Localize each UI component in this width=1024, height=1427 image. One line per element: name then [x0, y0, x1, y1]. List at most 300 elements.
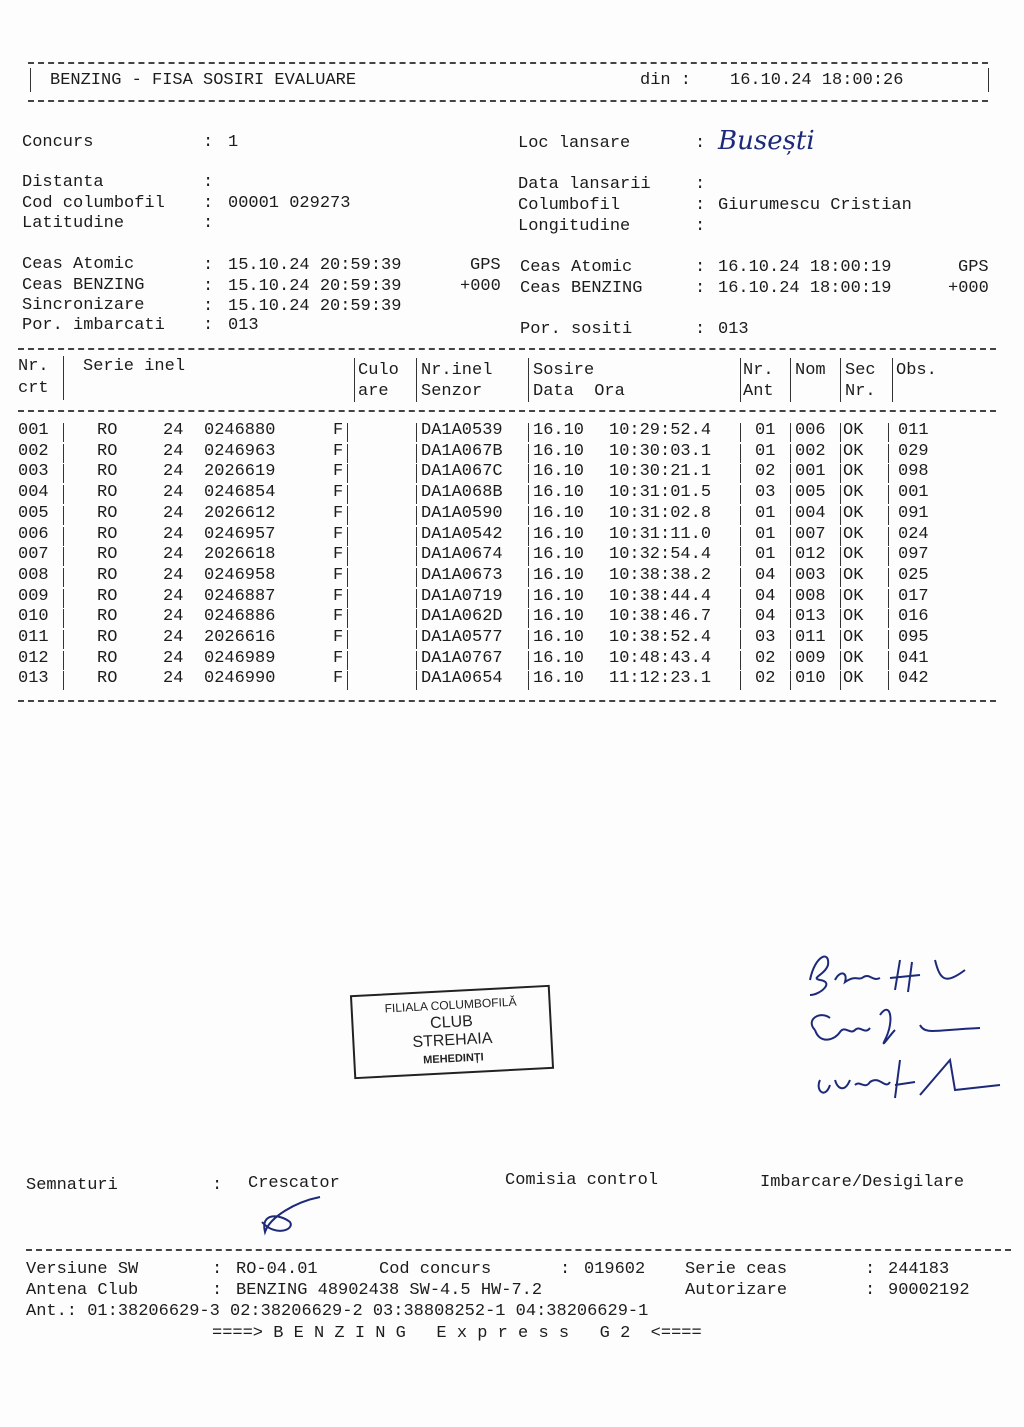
cell-inel: 0246989 [204, 648, 276, 668]
cell-an: 24 [163, 586, 184, 606]
divider [740, 464, 741, 483]
cell-senzor: DA1A0767 [421, 648, 503, 668]
divider [888, 547, 889, 566]
ceas-benzing-label: Ceas BENZING [520, 279, 643, 298]
cell-an: 24 [163, 628, 184, 647]
cell-nom: 011 [795, 628, 826, 647]
cell-an: 24 [163, 524, 184, 544]
colon: : [203, 277, 214, 296]
cell-nom: 010 [795, 669, 826, 689]
divider [740, 671, 741, 690]
cell-an: 24 [163, 441, 184, 461]
cell-sex: F [333, 545, 344, 565]
stamp-line: MEHEDINȚI [422, 1051, 484, 1067]
columbofil-value: Giurumescu Cristian [718, 196, 912, 215]
ceas-benzing-end: 16.10.24 18:00:19 [718, 279, 892, 298]
ceas-benzing-start-offset: +000 [460, 277, 501, 296]
cell-ant: 04 [755, 607, 776, 627]
divider [790, 506, 791, 525]
th-sec: Sec [845, 361, 876, 380]
divider [740, 423, 741, 442]
divider [790, 589, 791, 608]
cell-nom: 001 [795, 462, 826, 482]
ceas-atomic-end: 16.10.24 18:00:19 [718, 258, 892, 277]
divider [840, 423, 841, 442]
cell-ant: 01 [755, 545, 776, 565]
divider [888, 506, 889, 525]
club-stamp [350, 985, 554, 1079]
por-sositi-label: Por. sositi [520, 320, 633, 339]
colon: : [865, 1260, 876, 1279]
divider [790, 630, 791, 649]
cell-tara: RO [97, 565, 118, 585]
divider [740, 547, 741, 566]
divider [347, 485, 348, 504]
cell-sec: OK [843, 483, 864, 503]
divider [840, 568, 841, 587]
divider [790, 464, 791, 483]
colon: : [560, 1260, 571, 1279]
cell-ora: 10:31:01.5 [609, 483, 712, 503]
divider [63, 547, 64, 566]
divider [347, 506, 348, 525]
autorizare-label: Autorizare [685, 1281, 788, 1300]
cell-obs: 001 [898, 483, 929, 503]
cell-ant: 01 [755, 524, 776, 544]
divider [416, 444, 417, 463]
divider [840, 589, 841, 608]
cell-ora: 10:31:11.0 [609, 524, 712, 544]
divider [888, 464, 889, 483]
sincronizare-label: Sincronizare [22, 296, 145, 315]
por-sositi-value: 013 [718, 320, 749, 339]
cell-sex: F [333, 607, 344, 627]
colon: : [203, 316, 214, 335]
cell-nr: 012 [18, 648, 49, 668]
cell-tara: RO [97, 441, 118, 461]
cell-senzor: DA1A068B [421, 483, 503, 503]
cell-nom: 012 [795, 545, 826, 565]
cell-inel: 0246886 [204, 607, 276, 627]
divider [347, 423, 348, 442]
cell-tara: RO [97, 524, 118, 544]
din-label: din : [640, 71, 692, 90]
cell-inel: 0246887 [204, 586, 276, 606]
por-imbarcati-value: 013 [228, 316, 259, 335]
cell-ora: 10:38:38.2 [609, 565, 712, 585]
cell-ora: 10:29:52.4 [609, 421, 712, 440]
cell-an: 24 [163, 545, 184, 565]
loc-lansare-handwritten: Busești [718, 126, 815, 156]
cell-ora: 10:30:21.1 [609, 462, 712, 482]
cell-ant: 01 [755, 441, 776, 461]
colon: : [865, 1281, 876, 1300]
crescator-label: Crescator [248, 1174, 340, 1193]
antena-value: BENZING 48902438 SW-4.5 HW-7.2 [236, 1281, 543, 1300]
divider [528, 444, 529, 463]
divider [790, 671, 791, 690]
cell-ora: 10:38:46.7 [609, 607, 712, 627]
cell-nom: 013 [795, 607, 826, 627]
cell-sec: OK [843, 524, 864, 544]
cell-sex: F [333, 462, 344, 482]
cell-nr: 005 [18, 503, 49, 523]
divider [888, 423, 889, 442]
cell-senzor: DA1A0673 [421, 565, 503, 585]
cell-data: 16.10 [533, 607, 585, 627]
latitudine-label: Latitudine [22, 214, 125, 233]
divider [347, 547, 348, 566]
colon: : [695, 217, 706, 236]
cell-ora: 10:48:43.4 [609, 648, 712, 668]
semnaturi-label: Semnaturi [26, 1176, 118, 1195]
cell-inel: 0246880 [204, 421, 276, 440]
cell-obs: 011 [898, 421, 929, 440]
cell-tara: RO [97, 628, 118, 647]
divider [347, 527, 348, 546]
divider [416, 464, 417, 483]
divider [347, 464, 348, 483]
divider [416, 527, 417, 546]
cell-sec: OK [843, 462, 864, 482]
divider [888, 568, 889, 587]
cell-sec: OK [843, 669, 864, 689]
cell-inel: 2026619 [204, 462, 276, 482]
cell-nr: 011 [18, 628, 49, 647]
cell-sec: OK [843, 545, 864, 565]
th-nom: Nom [795, 361, 826, 380]
divider [740, 358, 741, 402]
th-data-ora: Data Ora [533, 382, 625, 401]
divider [416, 547, 417, 566]
divider [63, 464, 64, 483]
th-obs: Obs. [896, 361, 937, 380]
cell-ant: 03 [755, 628, 776, 647]
concurs-label: Concurs [22, 133, 94, 152]
cell-ora: 10:38:52.4 [609, 628, 712, 647]
cell-inel: 0246990 [204, 669, 276, 689]
cell-nom: 002 [795, 441, 826, 461]
divider [840, 464, 841, 483]
ceas-benzing-label: Ceas BENZING [22, 276, 145, 295]
ceas-atomic-start-source: GPS [470, 256, 501, 275]
cell-nr: 003 [18, 462, 49, 482]
cell-inel: 2026618 [204, 545, 276, 565]
cell-sec: OK [843, 628, 864, 647]
cell-ora: 10:30:03.1 [609, 441, 712, 461]
antenna-list: Ant.: 01:38206629-3 02:38206629-2 03:38808252-1 04:38206629-1 [26, 1302, 649, 1321]
cell-obs: 098 [898, 462, 929, 482]
din-value: 16.10.24 18:00:26 [730, 71, 904, 90]
cell-an: 24 [163, 607, 184, 627]
cell-sex: F [333, 441, 344, 461]
cell-data: 16.10 [533, 648, 585, 668]
cell-ant: 01 [755, 421, 776, 440]
divider [528, 527, 529, 546]
divider [416, 671, 417, 690]
divider [416, 506, 417, 525]
divider [740, 444, 741, 463]
colon: : [203, 297, 214, 316]
divider [740, 589, 741, 608]
loc-lansare-label: Loc lansare [518, 134, 631, 153]
brand-line: ====> B E N Z I N G E x p r e s s G 2 <==== [212, 1324, 702, 1343]
document-title: BENZING - FISA SOSIRI EVALUARE [50, 71, 357, 90]
cell-senzor: DA1A0539 [421, 421, 503, 440]
cell-senzor: DA1A0674 [421, 545, 503, 565]
divider [840, 506, 841, 525]
cell-data: 16.10 [533, 545, 585, 565]
th-ant: Ant [743, 382, 774, 401]
divider [347, 589, 348, 608]
cell-inel: 0246957 [204, 524, 276, 544]
versiune-value: RO-04.01 [236, 1260, 318, 1279]
cell-data: 16.10 [533, 524, 585, 544]
divider [347, 651, 348, 670]
cell-inel: 0246958 [204, 565, 276, 585]
divider [840, 358, 841, 402]
divider [790, 444, 791, 463]
cell-an: 24 [163, 565, 184, 585]
cell-obs: 041 [898, 648, 929, 668]
cell-obs: 017 [898, 586, 929, 606]
serie-ceas-value: 244183 [888, 1260, 950, 1279]
divider [416, 609, 417, 628]
cell-obs: 024 [898, 524, 929, 544]
cell-sex: F [333, 628, 344, 647]
cell-an: 24 [163, 669, 184, 689]
divider [347, 671, 348, 690]
cell-nom: 003 [795, 565, 826, 585]
divider [528, 671, 529, 690]
cell-tara: RO [97, 545, 118, 565]
cell-an: 24 [163, 421, 184, 440]
ceas-benzing-end-offset: +000 [948, 279, 989, 298]
divider [888, 609, 889, 628]
cell-sec: OK [843, 607, 864, 627]
cell-nom: 007 [795, 524, 826, 544]
divider [63, 671, 64, 690]
cell-senzor: DA1A0542 [421, 524, 503, 544]
th-senzor: Senzor [421, 382, 483, 401]
th-sosire: Sosire [533, 361, 595, 380]
divider [416, 651, 417, 670]
divider [840, 444, 841, 463]
divider [740, 485, 741, 504]
cell-inel: 2026612 [204, 503, 276, 523]
cod-concurs-label: Cod concurs [379, 1260, 492, 1279]
table-top-rule [18, 348, 996, 350]
cell-data: 16.10 [533, 483, 585, 503]
stamp-line: FILIALA COLUMBOFILĂ [384, 994, 517, 1016]
cell-an: 24 [163, 483, 184, 503]
cell-tara: RO [97, 483, 118, 503]
divider [528, 630, 529, 649]
divider [740, 527, 741, 546]
cell-ant: 02 [755, 648, 776, 668]
colon: : [695, 134, 706, 153]
colon: : [203, 256, 214, 275]
divider [790, 547, 791, 566]
cell-nr: 010 [18, 607, 49, 627]
divider [790, 527, 791, 546]
cell-sex: F [333, 565, 344, 585]
divider [528, 609, 529, 628]
cod-columbofil-label: Cod columbofil [22, 194, 165, 213]
cell-tara: RO [97, 648, 118, 668]
divider [528, 589, 529, 608]
cell-senzor: DA1A0577 [421, 628, 503, 647]
divider [416, 630, 417, 649]
divider [888, 444, 889, 463]
cell-tara: RO [97, 503, 118, 523]
cell-sec: OK [843, 421, 864, 440]
cell-inel: 0246963 [204, 441, 276, 461]
divider [28, 100, 988, 102]
cell-sex: F [333, 421, 344, 440]
colon: : [203, 194, 214, 213]
divider [528, 568, 529, 587]
cell-sex: F [333, 503, 344, 523]
imbarcare-desigilare-label: Imbarcare/Desigilare [760, 1173, 965, 1192]
footer-rule [26, 1249, 1011, 1251]
cell-nr: 008 [18, 565, 49, 585]
divider [888, 589, 889, 608]
cell-nom: 006 [795, 421, 826, 440]
divider [840, 485, 841, 504]
antena-label: Antena Club [26, 1281, 139, 1300]
divider [740, 609, 741, 628]
serie-ceas-label: Serie ceas [685, 1260, 788, 1279]
table-header-rule [18, 410, 996, 412]
colon: : [203, 214, 214, 233]
cell-inel: 0246854 [204, 483, 276, 503]
cell-ant: 04 [755, 586, 776, 606]
cell-obs: 016 [898, 607, 929, 627]
cell-sec: OK [843, 648, 864, 668]
divider [63, 609, 64, 628]
divider [347, 630, 348, 649]
colon: : [203, 173, 214, 192]
colon: : [212, 1281, 223, 1300]
cell-senzor: DA1A067C [421, 462, 503, 482]
cell-data: 16.10 [533, 628, 585, 647]
cell-data: 16.10 [533, 421, 585, 440]
divider [63, 444, 64, 463]
cell-ora: 11:12:23.1 [609, 669, 712, 689]
ceas-atomic-label: Ceas Atomic [520, 258, 633, 277]
divider [888, 485, 889, 504]
cell-sex: F [333, 669, 344, 689]
divider [347, 444, 348, 463]
divider [790, 568, 791, 587]
cell-an: 24 [163, 503, 184, 523]
divider [528, 358, 529, 402]
cell-senzor: DA1A0654 [421, 669, 503, 689]
cell-senzor: DA1A062D [421, 607, 503, 627]
divider [528, 464, 529, 483]
divider [63, 506, 64, 525]
sincronizare-value: 15.10.24 20:59:39 [228, 297, 402, 316]
cell-nr: 006 [18, 524, 49, 544]
th-nr: Nr. [18, 357, 49, 376]
cell-senzor: DA1A067B [421, 441, 503, 461]
divider [790, 423, 791, 442]
divider [63, 485, 64, 504]
cell-nom: 009 [795, 648, 826, 668]
cod-columbofil-value: 00001 029273 [228, 194, 351, 213]
divider [528, 547, 529, 566]
divider [528, 506, 529, 525]
cell-obs: 095 [898, 628, 929, 647]
ceas-atomic-end-source: GPS [958, 258, 989, 277]
th-culoare: Culo [358, 361, 399, 380]
cell-obs: 025 [898, 565, 929, 585]
colon: : [695, 196, 706, 215]
divider [63, 630, 64, 649]
cell-tara: RO [97, 669, 118, 689]
divider [888, 630, 889, 649]
divider [840, 527, 841, 546]
ceas-atomic-start: 15.10.24 20:59:39 [228, 256, 402, 275]
cell-tara: RO [97, 421, 118, 440]
th-sec-nr: Nr. [845, 382, 876, 401]
divider [347, 609, 348, 628]
divider [740, 630, 741, 649]
cell-ant: 04 [755, 565, 776, 585]
divider [740, 506, 741, 525]
cell-sex: F [333, 483, 344, 503]
cell-ant: 01 [755, 503, 776, 523]
autorizare-value: 90002192 [888, 1281, 970, 1300]
cell-ant: 03 [755, 483, 776, 503]
divider [63, 589, 64, 608]
cell-data: 16.10 [533, 503, 585, 523]
divider [63, 527, 64, 546]
cell-obs: 042 [898, 669, 929, 689]
distanta-label: Distanta [22, 173, 104, 192]
divider [528, 423, 529, 442]
colon: : [212, 1176, 223, 1195]
divider [888, 651, 889, 670]
cell-an: 24 [163, 462, 184, 482]
cell-data: 16.10 [533, 441, 585, 461]
divider [416, 568, 417, 587]
divider [840, 671, 841, 690]
divider [63, 423, 64, 442]
committee-signatures [800, 940, 1024, 1120]
cell-nr: 007 [18, 545, 49, 565]
por-imbarcati-label: Por. imbarcati [22, 316, 165, 335]
cell-tara: RO [97, 586, 118, 606]
divider [790, 609, 791, 628]
colon: : [695, 279, 706, 298]
cell-sex: F [333, 586, 344, 606]
cell-senzor: DA1A0719 [421, 586, 503, 606]
divider [988, 68, 989, 92]
cell-senzor: DA1A0590 [421, 503, 503, 523]
ceas-benzing-start: 15.10.24 20:59:39 [228, 277, 402, 296]
divider [347, 568, 348, 587]
th-serie-inel: Serie inel [83, 357, 186, 376]
divider [528, 485, 529, 504]
divider [892, 358, 893, 402]
divider [63, 568, 64, 587]
longitudine-label: Longitudine [518, 217, 631, 236]
divider [354, 358, 355, 402]
divider [63, 651, 64, 670]
divider [840, 609, 841, 628]
